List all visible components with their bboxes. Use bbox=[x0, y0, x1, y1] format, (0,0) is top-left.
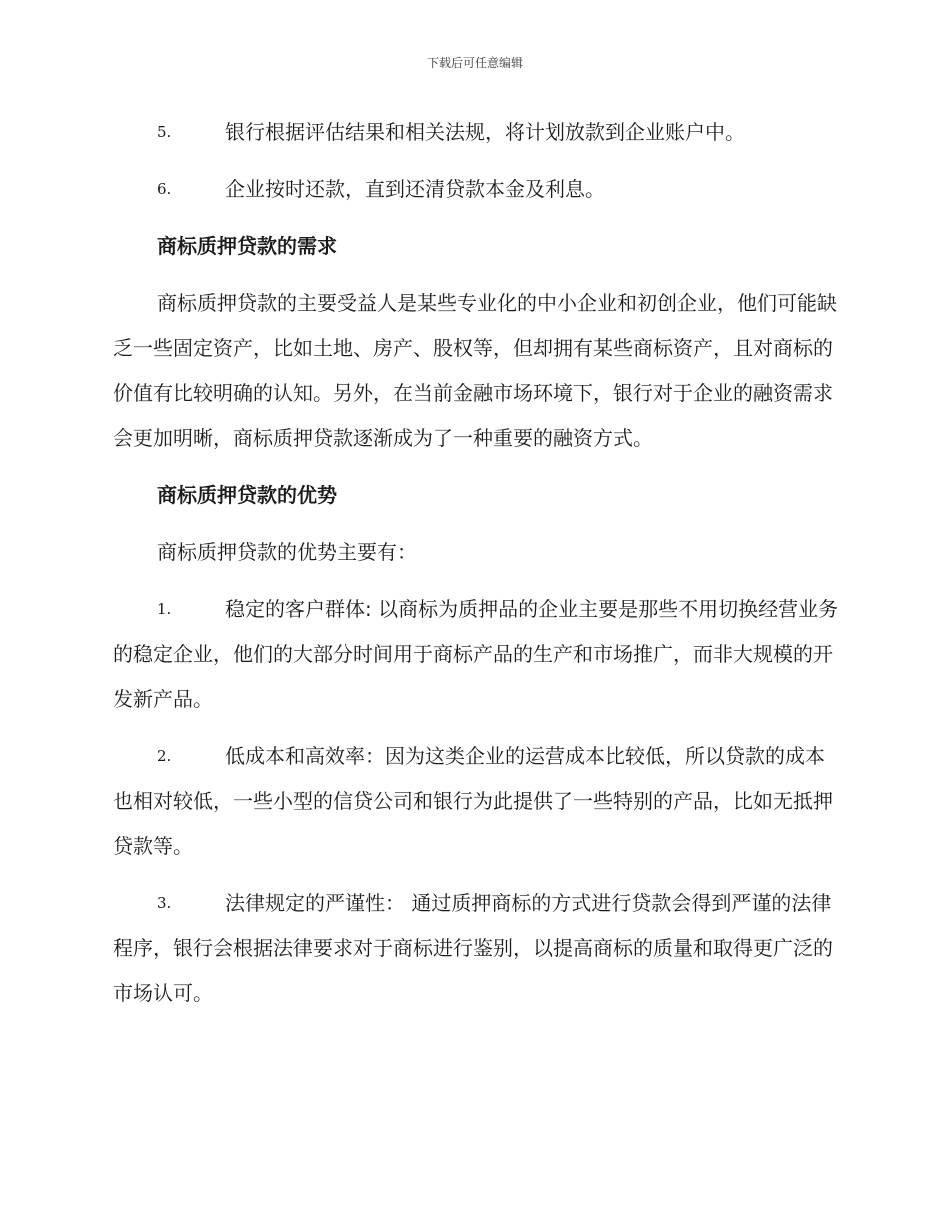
list-number: 5. bbox=[157, 123, 172, 141]
list-text: 银行根据评估结果和相关法规，将计划放款到企业账户中。 bbox=[225, 120, 745, 144]
list-text: 稳定的客户群体: 以商标为质押品的企业主要是那些不用切换经营业务的稳定企业，他们的大部分时间用于商标产品的生产和市场推广，而非大规模的开发新产品。 bbox=[113, 597, 839, 711]
list-item bbox=[113, 167, 839, 212]
list-number: 6. bbox=[157, 180, 172, 198]
section-heading-demand: 商标质押贷款的需求 bbox=[157, 234, 337, 258]
list-item bbox=[113, 881, 839, 1016]
section-paragraph-demand: 商标质押贷款的主要受益人是某些专业化的中小企业和初创企业，他们可能缺乏一些固定资产，比如土地、房产、股权等，但却拥有某些商标资产，且对商标的价值有比较明确的认知。另外，在当前金融市场环境下，银行对于企业的融资需求会更加明晰，商标质押贷款逐渐成为了一种重要的融资方式。 bbox=[113, 291, 837, 450]
list-text: 企业按时还款，直到还清贷款本金及利息。 bbox=[225, 177, 605, 201]
document-content bbox=[113, 110, 839, 1028]
section-heading-advantages: 商标质押贷款的优势 bbox=[157, 483, 337, 507]
list-text: 低成本和高效率：因为这类企业的运营成本比较低，所以贷款的成本也相对较低，一些小型的信贷公司和银行为此提供了一些特别的产品，比如无抵押贷款等。 bbox=[113, 744, 833, 858]
list-item bbox=[113, 110, 839, 155]
list-text: 法律规定的严谨性： 通过质押商标的方式进行贷款会得到严谨的法律程序，银行会根据法律要求对于商标进行鉴别，以提高商标的质量和取得更广泛的市场认可。 bbox=[113, 891, 833, 1005]
section-intro-advantages: 商标质押贷款的优势主要有： bbox=[157, 540, 417, 564]
list-number: 3. bbox=[157, 894, 172, 912]
list-number: 2. bbox=[157, 747, 172, 765]
list-item bbox=[113, 587, 839, 722]
page-header: 下载后可任意编辑 bbox=[426, 56, 523, 70]
list-item bbox=[113, 734, 839, 869]
list-number: 1. bbox=[157, 600, 172, 618]
